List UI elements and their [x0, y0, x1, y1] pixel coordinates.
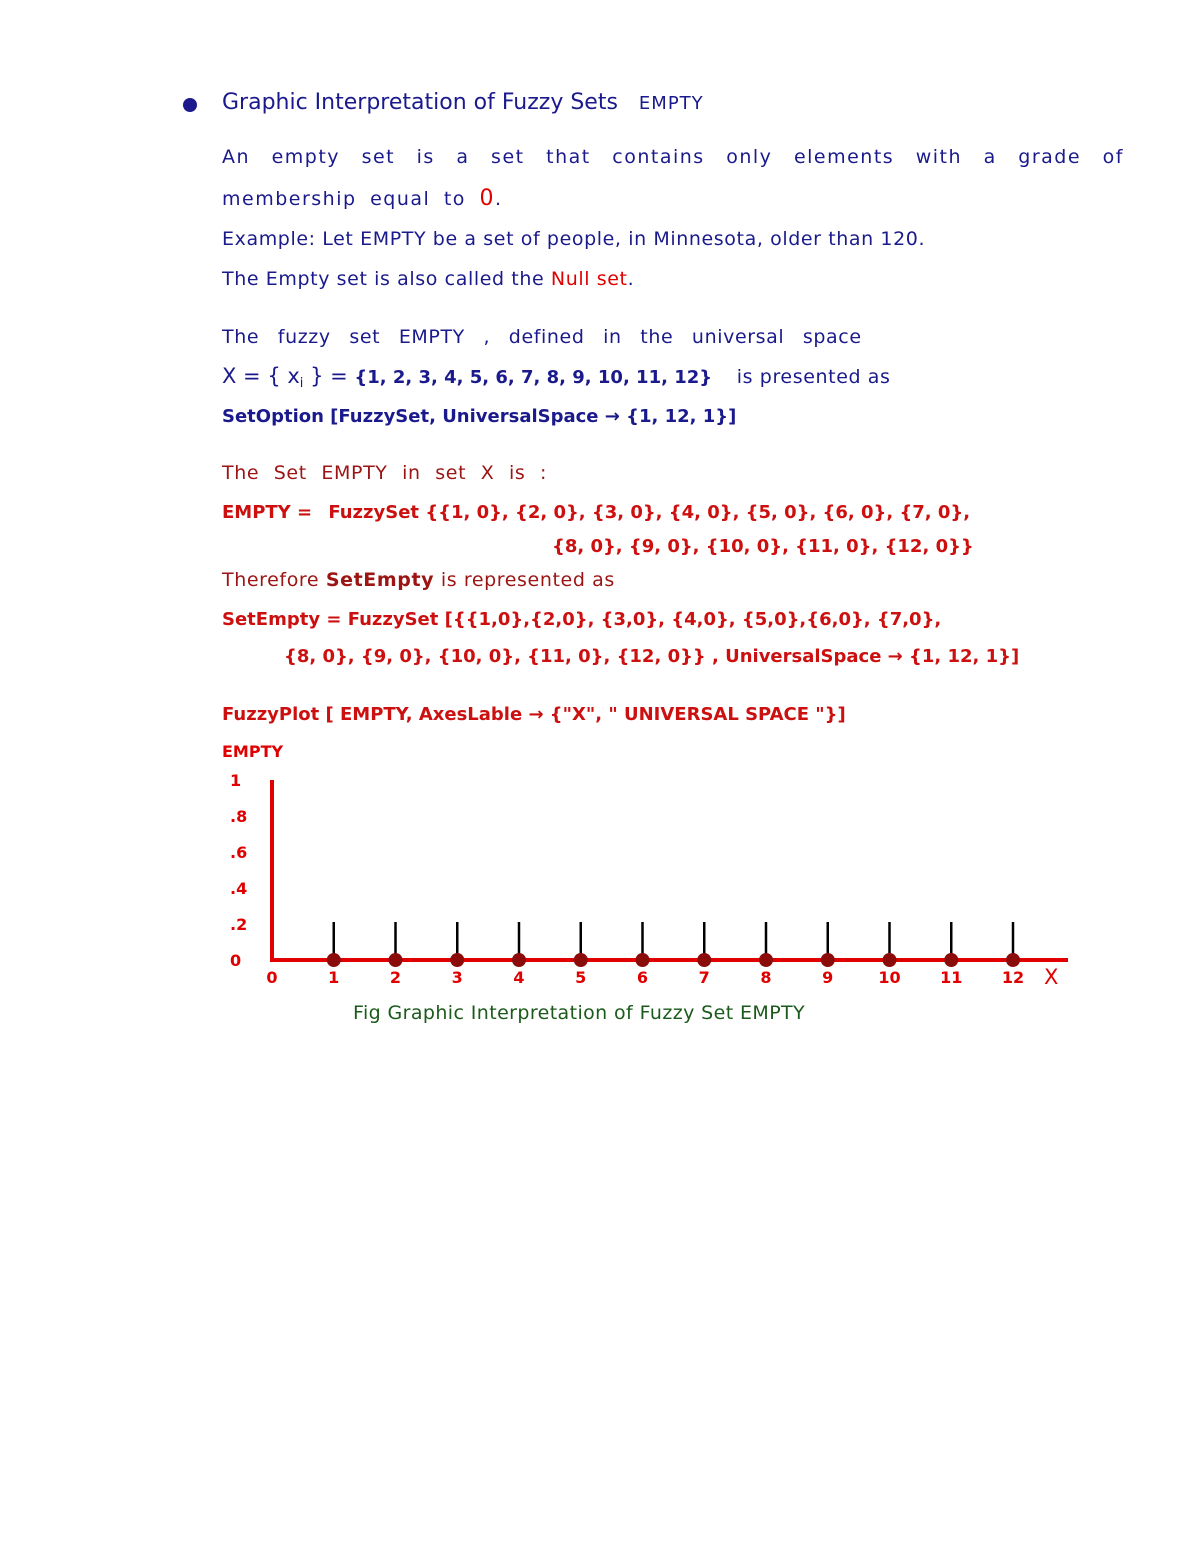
set-def-intro: The Set EMPTY in set X is :	[222, 462, 548, 484]
data-point	[944, 953, 958, 967]
x-tick-label: 8	[760, 968, 772, 987]
para1-end: .	[494, 188, 503, 210]
y-tick-label: 1	[230, 771, 242, 790]
data-point	[883, 953, 897, 967]
fuzzyset-keyword: FuzzySet	[328, 502, 420, 523]
y-tick-label: .4	[230, 879, 248, 898]
set-def-values-1: {{1, 0}, {2, 0}, {3, 0}, {4, 0}, {5, 0}, {6, 0}, {7, 0},	[425, 502, 971, 523]
universe-line1: The fuzzy set EMPTY , defined in the universal space	[222, 326, 862, 348]
x-tick-label: 11	[940, 968, 963, 987]
x-def-pre: X = { x	[222, 364, 300, 388]
fuzzyplot-command: FuzzyPlot [ EMPTY, AxesLable → {"X", " UNIVERSAL SPACE "}]	[222, 704, 846, 725]
x-tick-label: 6	[636, 968, 649, 987]
y-tick-label: .6	[230, 843, 248, 862]
section-heading	[222, 90, 704, 115]
setempty-lhs: SetEmpty =	[222, 609, 342, 630]
x-tick-label: 9	[822, 968, 834, 987]
set-def-values-2: {8, 0}, {9, 0}, {10, 0}, {11, 0}, {12, 0}}	[552, 536, 974, 557]
data-point	[574, 953, 588, 967]
data-point	[821, 953, 835, 967]
nullset-post: .	[627, 268, 635, 290]
bullet-icon	[183, 98, 197, 112]
setempty-line1	[222, 609, 941, 630]
data-point	[759, 953, 773, 967]
figure-caption: Fig Graphic Interpretation of Fuzzy Set EMPTY	[353, 1002, 806, 1024]
x-def-sub: i	[299, 376, 304, 391]
para1-line1: An empty set is a set that contains only elements with a grade of	[222, 146, 1124, 168]
chart-title: EMPTY	[222, 742, 284, 761]
therefore-line	[222, 569, 615, 591]
x-tick-label: 12	[1001, 968, 1025, 987]
grade-value: 0	[479, 186, 495, 211]
setempty-keyword: FuzzySet	[347, 609, 439, 630]
therefore-post: is represented as	[440, 569, 615, 591]
x-tick-label: 10	[878, 968, 901, 987]
para1-text: membership equal to	[222, 188, 466, 210]
therefore-keyword: SetEmpty	[325, 569, 435, 591]
universe-set-values: {1, 2, 3, 4, 5, 6, 7, 8, 9, 10, 11, 12}	[354, 367, 713, 388]
therefore-pre: Therefore	[222, 569, 320, 591]
x-tick-label: 7	[698, 968, 710, 987]
setoption-line: SetOption [FuzzySet, UniversalSpace → {1, 12, 1}]	[222, 406, 737, 427]
x-tick-label: 5	[575, 968, 587, 987]
y-tick-label: .2	[230, 915, 248, 934]
nullset-highlight: Null set	[550, 268, 628, 290]
example-line: Example: Let EMPTY be a set of people, in Minnesota, older than 120.	[222, 228, 926, 250]
data-point	[327, 953, 341, 967]
x-tick-label: 3	[451, 968, 463, 987]
data-point	[389, 953, 403, 967]
x-axis-label: X	[1044, 965, 1059, 989]
y-tick-label: 0	[230, 951, 242, 970]
data-point	[1006, 953, 1020, 967]
set-def-lhs: EMPTY =	[222, 502, 313, 523]
data-point	[697, 953, 711, 967]
x-tick-label: 4	[513, 968, 525, 987]
para1-line2	[222, 186, 503, 211]
x-def-post: } =	[303, 364, 348, 388]
universe-line2	[222, 364, 891, 391]
data-point	[512, 953, 526, 967]
x-tick-label: 2	[389, 968, 402, 987]
x-tick-label: 0	[266, 968, 278, 987]
data-point	[636, 953, 650, 967]
x-tick-labels	[266, 968, 1024, 987]
presented-text: is presented as	[736, 366, 891, 388]
data-point	[450, 953, 464, 967]
y-tick-labels	[230, 771, 247, 970]
setempty-line2: {8, 0}, {9, 0}, {10, 0}, {11, 0}, {12, 0}} , UniversalSpace → {1, 12, 1}]	[284, 646, 1020, 667]
set-def-line1	[222, 502, 970, 523]
nullset-line	[222, 268, 634, 290]
heading-title: Graphic Interpretation of Fuzzy Sets	[222, 90, 618, 115]
heading-set-name: EMPTY	[638, 93, 704, 114]
nullset-pre: The Empty set is also called the	[222, 268, 545, 290]
x-tick-label: 1	[328, 968, 340, 987]
y-tick-label: .8	[230, 807, 248, 826]
stems	[334, 922, 1013, 960]
setempty-values-1: [{{1,0},{2,0}, {3,0}, {4,0}, {5,0},{6,0}, {7,0},	[444, 609, 942, 630]
